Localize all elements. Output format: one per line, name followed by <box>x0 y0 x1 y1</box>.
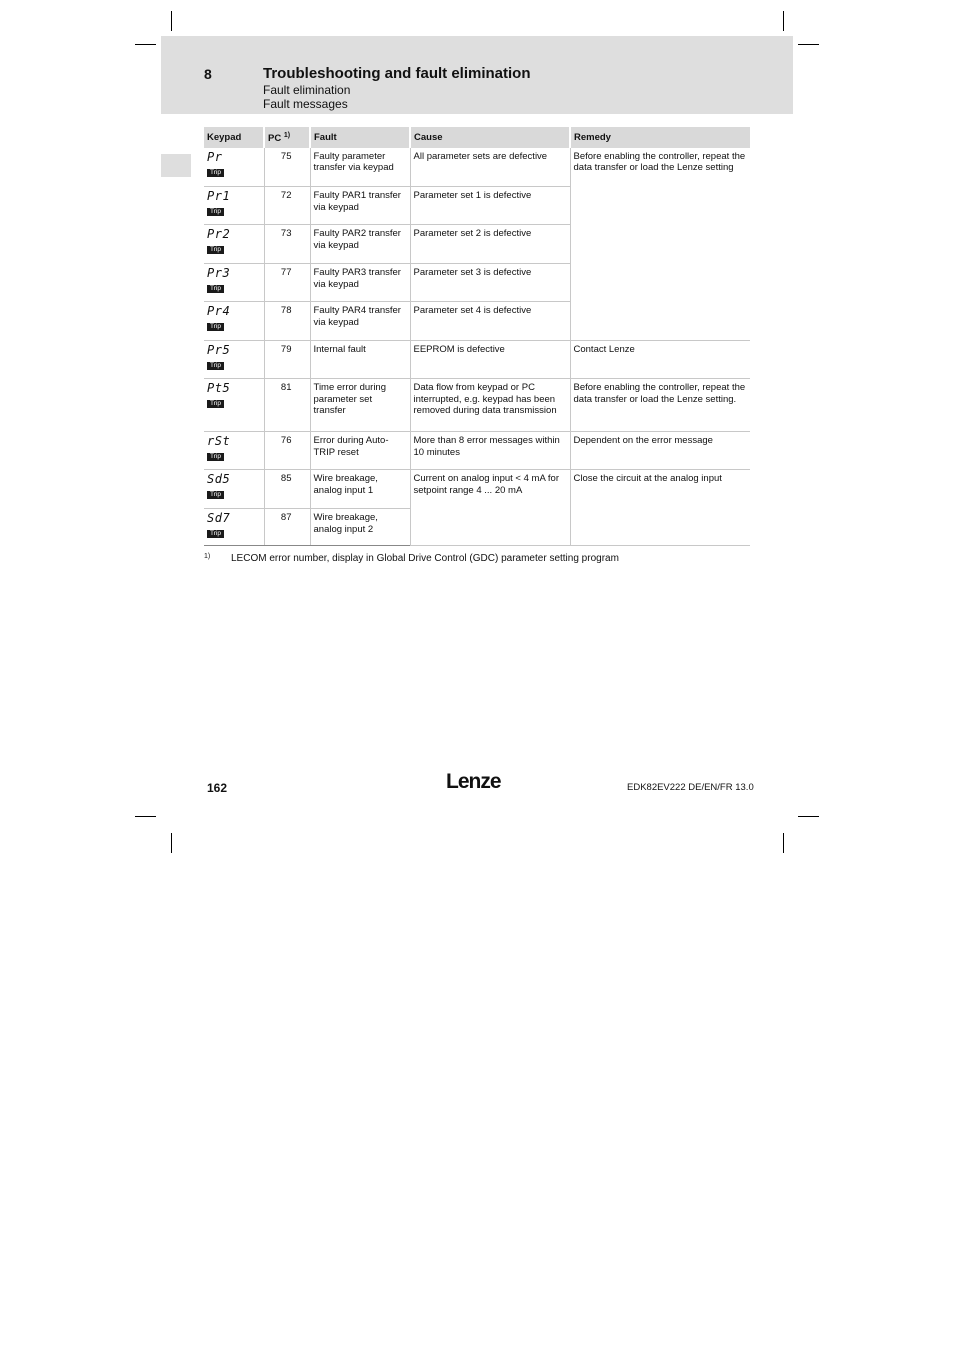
table-row <box>204 379 750 432</box>
column-header-cause: Cause <box>410 127 570 148</box>
pc-cell: 81 <box>264 379 310 432</box>
keypad-display-code: Pr1 <box>207 189 231 204</box>
trip-badge: Trip <box>207 285 224 293</box>
page-number: 162 <box>207 781 228 795</box>
lenze-logo: Lenze <box>446 770 501 793</box>
chapter-number: 8 <box>204 66 212 82</box>
footnote-text: LECOM error number, display in Global Drive Control (GDC) parameter setting program <box>231 553 619 564</box>
cause-cell: Parameter set 2 is defective <box>410 225 570 264</box>
keypad-cell <box>204 432 264 470</box>
fault-cell: Faulty PAR3 transfer via keypad <box>310 264 410 302</box>
fault-cell: Faulty PAR2 transfer via keypad <box>310 225 410 264</box>
keypad-cell <box>204 225 264 264</box>
crop-mark <box>135 44 156 45</box>
pc-cell: 87 <box>264 509 310 546</box>
fault-cell: Faulty parameter transfer via keypad <box>310 148 410 187</box>
crop-mark <box>783 11 784 31</box>
keypad-display-code: rSt <box>207 434 231 449</box>
subsection-subtitle: Fault messages <box>263 97 348 111</box>
cause-cell: All parameter sets are defective <box>410 148 570 187</box>
fault-cell: Wire breakage, analog input 2 <box>310 509 410 546</box>
pc-header-label: PC <box>268 133 282 145</box>
keypad-cell <box>204 187 264 225</box>
remedy-cell: Close the circuit at the analog input <box>570 470 750 546</box>
keypad-cell <box>204 509 264 546</box>
column-header-pc <box>264 127 310 148</box>
cause-cell: More than 8 error messages within 10 minutes <box>410 432 570 470</box>
trip-badge: Trip <box>207 323 224 331</box>
keypad-display-code: Sd7 <box>207 511 231 526</box>
footnote-mark: 1) <box>204 553 211 560</box>
cause-cell: Current on analog input < 4 mA for setpoint range 4 ... 20 mA <box>410 470 570 546</box>
keypad-cell <box>204 148 264 187</box>
crop-mark <box>135 816 156 817</box>
crop-mark <box>171 11 172 31</box>
pc-cell: 77 <box>264 264 310 302</box>
fault-cell: Faulty PAR4 transfer via keypad <box>310 302 410 341</box>
pc-cell: 78 <box>264 302 310 341</box>
trip-badge: Trip <box>207 453 224 461</box>
fault-cell: Internal fault <box>310 341 410 379</box>
table-row <box>204 432 750 470</box>
column-header-remedy: Remedy <box>570 127 750 148</box>
keypad-display-code: Pr4 <box>207 304 231 319</box>
pc-cell: 79 <box>264 341 310 379</box>
trip-badge: Trip <box>207 400 224 408</box>
keypad-display-code: Pr3 <box>207 266 231 281</box>
crop-mark <box>798 816 819 817</box>
chapter-side-tab <box>161 154 191 177</box>
crop-mark <box>171 833 172 853</box>
table-row <box>204 341 750 379</box>
cause-cell: Parameter set 3 is defective <box>410 264 570 302</box>
pc-cell: 76 <box>264 432 310 470</box>
cause-cell: Data flow from keypad or PC interrupted, e.g. keypad has been removed during data transmission <box>410 379 570 432</box>
trip-badge: Trip <box>207 362 224 370</box>
pc-cell: 85 <box>264 470 310 509</box>
remedy-cell: Contact Lenze <box>570 341 750 379</box>
keypad-display-code: Sd5 <box>207 472 231 487</box>
footnote-reference: 1) <box>283 132 291 139</box>
keypad-cell <box>204 341 264 379</box>
keypad-cell <box>204 302 264 341</box>
keypad-display-code: Pr <box>207 149 223 164</box>
trip-badge: Trip <box>207 246 224 254</box>
trip-badge: Trip <box>207 491 224 499</box>
cause-cell: Parameter set 4 is defective <box>410 302 570 341</box>
fault-cell: Faulty PAR1 transfer via keypad <box>310 187 410 225</box>
cause-cell: EEPROM is defective <box>410 341 570 379</box>
table-row <box>204 470 750 509</box>
trip-badge: Trip <box>207 169 224 177</box>
keypad-cell <box>204 470 264 509</box>
fault-cell: Error during Auto-TRIP reset <box>310 432 410 470</box>
keypad-cell <box>204 264 264 302</box>
remedy-cell: Before enabling the controller, repeat the data transfer or load the Lenze setting. <box>570 379 750 432</box>
crop-mark <box>783 833 784 853</box>
cause-cell: Parameter set 1 is defective <box>410 187 570 225</box>
fault-cell: Wire breakage, analog input 1 <box>310 470 410 509</box>
keypad-display-code: Pr5 <box>207 343 231 358</box>
remedy-cell: Dependent on the error message <box>570 432 750 470</box>
keypad-cell <box>204 379 264 432</box>
crop-mark <box>798 44 819 45</box>
keypad-display-code: Pr2 <box>207 227 231 242</box>
chapter-title: Troubleshooting and fault elimination <box>263 65 531 82</box>
column-header-fault: Fault <box>310 127 410 148</box>
column-header-keypad: Keypad <box>204 127 264 148</box>
table-header-row <box>204 127 750 148</box>
pc-cell: 73 <box>264 225 310 264</box>
trip-badge: Trip <box>207 530 224 538</box>
fault-messages-table <box>204 127 750 546</box>
remedy-cell: Before enabling the controller, repeat the data transfer or load the Lenze setting <box>570 148 750 341</box>
document-id: EDK82EV222 DE/EN/FR 13.0 <box>627 782 754 793</box>
pc-cell: 72 <box>264 187 310 225</box>
trip-badge: Trip <box>207 208 224 216</box>
pc-cell: 75 <box>264 148 310 187</box>
section-subtitle: Fault elimination <box>263 83 351 97</box>
keypad-display-code: Pt5 <box>207 381 231 396</box>
fault-cell: Time error during parameter set transfer <box>310 379 410 432</box>
table-row <box>204 148 750 187</box>
